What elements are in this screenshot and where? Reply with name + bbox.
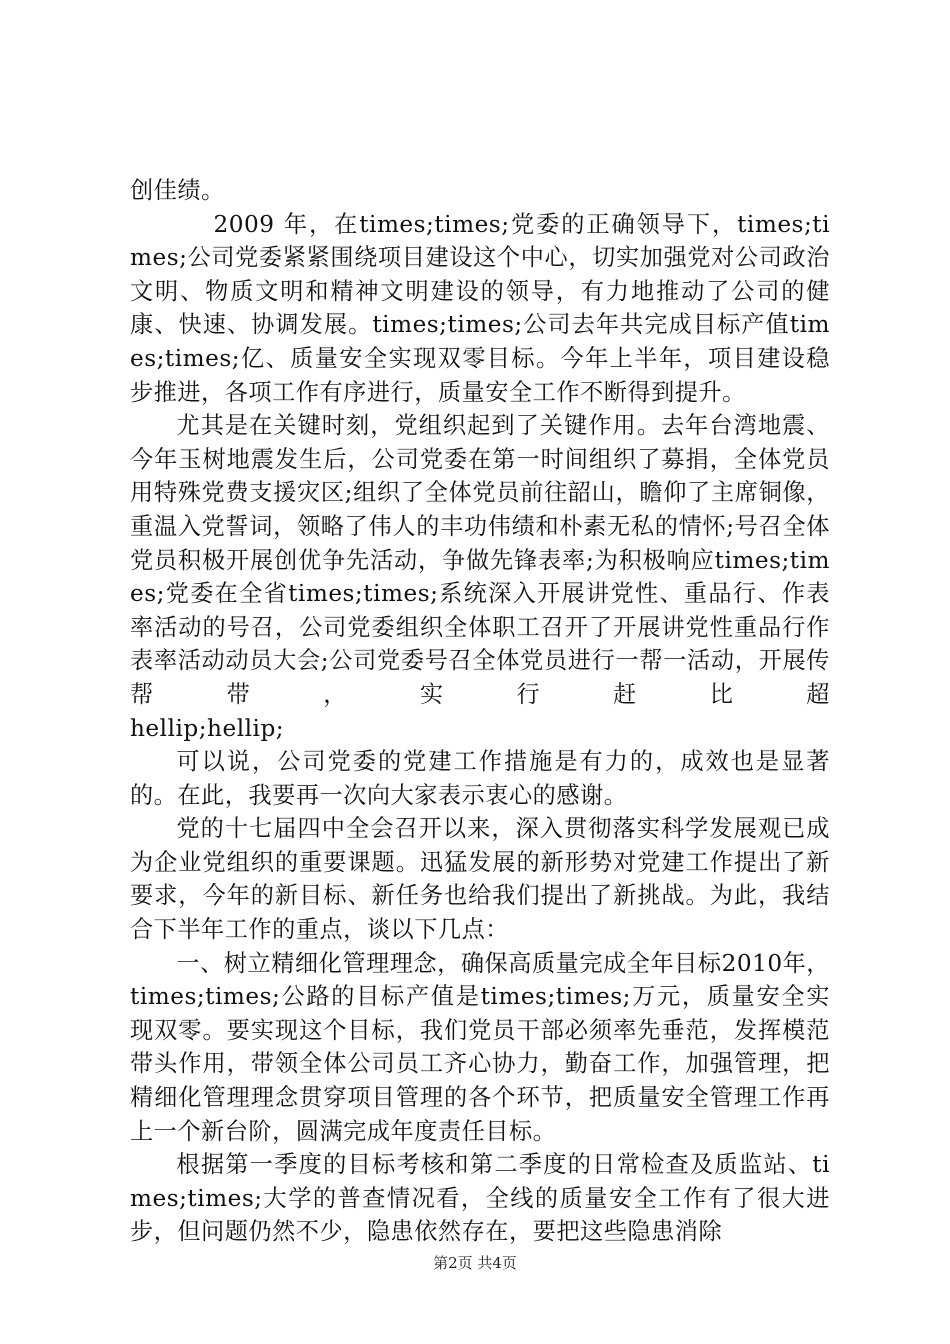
paragraph-2009-summary: 2009 年，在times;times;党委的正确领导下，times;times;公司党委紧紧围绕项目建设这个中心，切实加强党对公司政治文明、物质文明和精神文明建设的领导，有力地推动了公司的健康、快速、协调发展。times;times;公司去年共完成目标产值times;times;亿、质量安全实现双零目标。今年上半年，项目建设稳步推进，各项工作有序进行，质量安全工作不断得到提升。	[130, 210, 830, 406]
document-body	[130, 174, 830, 1249]
paragraph-continuation: 创佳绩。	[130, 177, 225, 204]
paragraph-ellipsis: hellip;hellip;	[130, 714, 285, 742]
paragraph-inspection: 根据第一季度的目标考核和第二季度的日常检查及质监站、times;times;大学的普查情况看，全线的质量安全工作有了很大进步，但问题仍然不少，隐患依然存在，要把这些隐患消除	[130, 1151, 830, 1246]
paragraph-thanks: 可以说，公司党委的党建工作措施是有力的，成效也是显著的。在此，我要再一次向大家表示衷心的感谢。	[130, 748, 830, 809]
page-number-footer: 第2页 共4页	[433, 1254, 517, 1272]
paragraph-key-moments: 尤其是在关键时刻，党组织起到了关键作用。去年台湾地震、今年玉树地震发生后，公司党委在第一时间组织了募捐，全体党员用特殊党费支援灾区;组织了全体党员前往韶山，瞻仰了主席铜像，重温入党誓词，领略了伟人的丰功伟绩和朴素无私的情怀;号召全体党员积极开展创优争先活动，争做先锋表率;为积极响应times;times;党委在全省times;times;系统深入开展讲党性、重品行、作表率活动的号召，公司党委组织全体职工召开了开展讲党性重品行作表率活动动员大会;公司党委号召全体党员进行一帮一活动，开展传帮带，实行赶比超	[130, 412, 830, 708]
paragraph-section-one: 一、树立精细化管理理念，确保高质量完成全年目标2010年，times;times;公路的目标产值是times;times;万元，质量安全实现双零。要实现这个目标，我们党员干部必须率先垂范，发挥模范带头作用，带领全体公司员工齐心协力，勤奋工作，加强管理，把精细化管理理念贯穿项目管理的各个环节，把质量安全管理工作再上一个新台阶，圆满完成年度责任目标。	[130, 949, 830, 1145]
paragraph-new-challenges: 党的十七届四中全会召开以来，深入贯彻落实科学发展观已成为企业党组织的重要课题。迅猛发展的新形势对党建工作提出了新要求，今年的新目标、新任务也给我们提出了新挑战。为此，我结合下半年工作的重点，谈以下几点：	[130, 815, 830, 944]
